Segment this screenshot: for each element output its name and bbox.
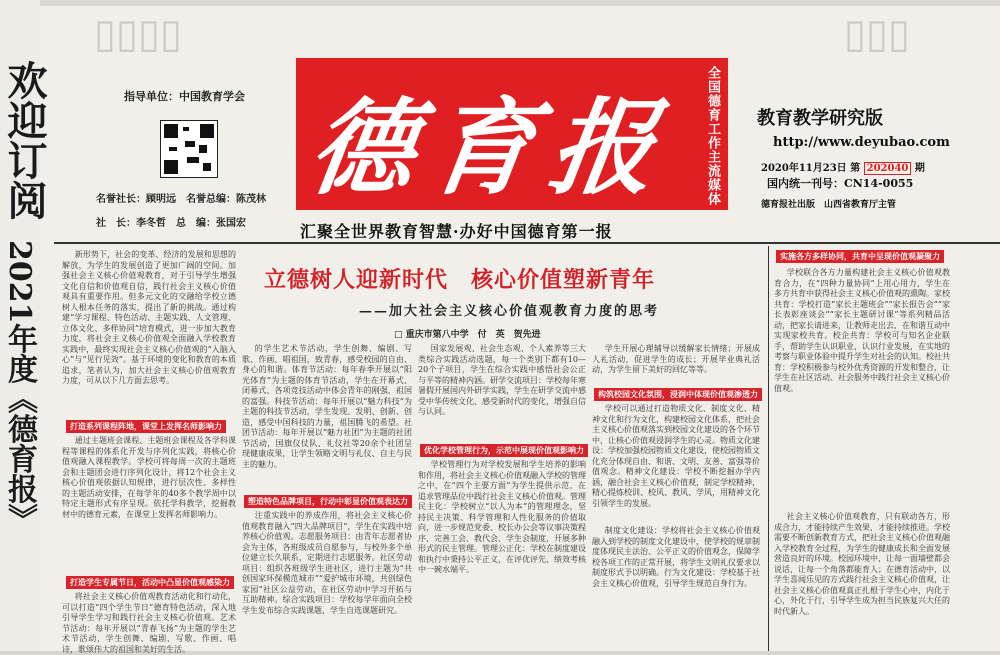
section-heading: 打造系列课程阵地，课堂上发挥名师影响力 (66, 420, 226, 433)
subscribe-text: 欢迎订阅 (1, 60, 48, 220)
background-bleedthrough-text: ▯▯▯ (844, 10, 911, 57)
issue-prefix: 第 (850, 163, 861, 174)
column-text: 学校管理行为对学校发展和学生培养的影响和作用，将社会主义核心价值观融入学校的管理之中，在“四个主要方面”为学生提供示范，在追求管理品位中践行社会主义核心价值观。管理民主化：学校树立“以人为本”的管理理念，坚持民主决策、科学管理和人性化服务的价值取向，进一步规范党委、校长办公会等议事决策程序，完善工会、教代会、学生会制度，开展多种形式的民主管理。管理公正化：学校在制度建设和执行中秉持公平正义，在评优评先、绩效考核中一碗水端平。 (418, 460, 586, 574)
article-byline: □ 重庆市第八中学 付 英 贺先进 (394, 330, 541, 340)
article-column-2 (242, 344, 412, 492)
section-heading: 打造学生专属节日，活动中凸显价值观感染力 (66, 576, 234, 589)
article-column-5 (774, 268, 950, 508)
column-divider (768, 246, 769, 651)
issue-date (761, 159, 925, 174)
column-text: 注重实践中的养成作用，将社会主义核心价值观教育融入“四大品牌项目”，学生在实践中培养核心价值观。志愿服务项目：由青年志愿者协会为主体，各班级成员自愿参与，与校外多个单位建立长久联系，定期进行志愿服务。社区劳动项目：组织各班级学生进社区，进行主题为“共创国家环保模范城市”“爱护城市环境，共创绿色家园”社区公益劳动，在社区劳动中学习开拓与互助精神。综合实践项目：学校每学年面向全校学生发布综合实践课题，学生自选课题研究。 (242, 511, 412, 615)
masthead-vertical-tag: 全国德育工作主流媒体 (705, 66, 720, 206)
cn-number: 国内统一刊号：CN14-0055 (767, 177, 914, 190)
column-text: 通过主题班会课程、主题班会课程及各学科课程等课程的体系化开发与序列化实践，将核心价值观融入课程教学。学校可将每周一次的主题班会和主题团会进行序列化设计，将12个社会主义核心价值观依据认知规律，进行层次性、多样性的主题活动安排，在每学年的40多个教学周中以特定主题形式有序呈现。依托学科教学，挖掘教材中的德育元素，在课堂上发挥名师影响力。 (62, 436, 236, 519)
column-text: 新形势下，社会的变革、经济的发展和思想的解放，为学生的发展创造了更加广阔的空间。加强社会主义核心价值观教育，对于引导学生增强文化自信和价值观自信，践行社会主义核心价值观具有重要作用。但多元文化的交融给学校立德树人根本任务的落实，提出了新的挑战。通过构建“学习课程、特色活动、主题实践、人文管理、立体文化、多样协同”培育模式，进一步加大教育力度，将社会主义核心价值观全面融入学校教育实践中，最终实现社会主义核心价值观的“入脑入心”与“见行见效”。基于环境的变化和教育的本质追求，笔者认为，加大社会主义核心价值观教育力度，可从以下几方面去思考。 (62, 250, 236, 385)
article-headline: 立德树人迎新时代 核心价值塑新青年 (264, 267, 656, 293)
column-text: 的学生艺术节活动，学生创舞、编剧、写歌、作画、唱祖国，致青春，感受校园的自由、身心的和谐。体育节活动：每年春季开展以“阳光体育”为主题的体育节活动，学生在开幕式、闭幕式、各项竞技活动中体会青年的刚强，祖国的富强。科技节活动：每年开展以“魅力科技”为主题的科技节活动，学生发现、发明、创新、创造，感受中国科技的力量，祖国腾飞的希望。社团节活动：每年开展以“魅力社团”为主题的社团节活动，国旗仪仗队、礼仪社等20余个社团呈现健康成果，让学生领略文明与礼仪、自主与民主的魅力。 (242, 344, 412, 469)
article-column-3 (418, 344, 586, 440)
publisher-line: 德育报社出版 山西省教育厅主管 (761, 200, 897, 210)
column-text: 国家发展观、社会生态观、个人素养等三大类综合实践活动选题，每一个类别下都有10—20个子项目，学生在综合实践中感悟社会公正与平等的精神内涵。研学交流项目：学校每年寒暑假开展国内外研学实践，学生在研学交流中感受中华传统文化、感受新时代的变化，增强自信与认同。 (418, 344, 586, 416)
column-text: 社会主义核心价值观教育，只有联动各方，形成合力，才能持续产生效果，才能持续推进。学校需要不断创新教育方式，把社会主义核心价值观融入学校教育全过程，为学生的健康成长和全面发展营造良好的环境。校园环境中，让每一面墙壁都会说话，让每一个角落都能育人；在德育活动中，以学生喜闻乐见的方式践行社会主义核心价值观，让社会主义核心价值观真正扎根于学生心中，内化于心，外化于行，引导学生成为担当民族复兴大任的时代新人。 (774, 512, 950, 616)
column-text: 学校联合各方力量构建社会主义核心价值观教育合力，在“四种力量协同”上用心用力，学生在多方共育中获得社会主义核心价值观的熏陶。家校共育：学校打造“家长主题班会”“家长报告会”“家长表彰座谈会”“家长主题研讨课”等系列精品活动，把家长请进来，让教师走出去，在和谐互动中实现家校共育。校企共育：学校可与知名企业联手，帮助学生认识职业，认识行业发展，在实地的考察与职业体验中提升学生对社会的认知。校社共育：学校积极参与校外优秀资源的开发和整合，让学生在社区活动、社会服务中践行社会主义核心价值观。 (774, 268, 950, 393)
issue-number: 202040 (864, 162, 912, 175)
masthead-slogan: 汇聚全世界教育智慧·办好中国德育第一报 (300, 222, 613, 241)
edition-name: 教育教学研究版 (757, 108, 883, 129)
qr-code (160, 120, 218, 178)
date-text: 2020年11月23日 (761, 163, 847, 174)
website-url: http://www.deyubao.com (773, 135, 950, 150)
article-column-1 (62, 250, 236, 421)
background-bleedthrough-text: ▯▯▯▯ (94, 10, 183, 57)
article-column-1b (62, 436, 236, 572)
adjacent-page-strip (0, 0, 48, 651)
section-heading: 构筑校园文化氛围，浸润中体现价值观渗透力 (594, 388, 762, 401)
article-column-3b (418, 460, 586, 651)
article-column-2b (242, 511, 412, 651)
section-heading: 优化学校管理行为，示范中展现价值观影响力 (420, 444, 588, 457)
article-column-4 (592, 344, 760, 384)
article-column-4b (592, 404, 760, 522)
masthead-rule (54, 242, 1000, 244)
column-text: 学生开展心理辅导以缓解家长情绪；开展成人礼活动，促进学生的成长；开展毕业典礼活动，为学生留下美好的回忆等等。 (592, 344, 760, 374)
column-text: 将社会主义核心价值观教育活动化和行动化，可以打造“四个学生节日”德育特色活动，深入地引导学生学习和践行社会主义核心价值观。艺术节活动：每年开展以“青春飞扬”为主题的学生艺术节活动，学生创舞、编剧、写歌、作画、唱诗，歌颂伟大的祖国和美好的生活。 (62, 592, 236, 654)
column-text: 制度文化建设：学校将社会主义核心价值观融入到学校的制度文化建设中，使学校的规章制度体现民主法治、公平正义的价值观念，保障学校各项工作的正常开展，将学生文明礼仪要求以制度形式予以明确。行为文化建设：学校基于社会主义核心价值观，引导学生规范自身行为。 (592, 526, 760, 588)
section-heading: 实施各方多样协同，共育中呈现价值观凝聚力 (776, 250, 944, 263)
guide-unit: 指导单位：中国教育学会 (124, 90, 245, 103)
article-column-4c (592, 526, 760, 651)
masthead-title: 德育报 (302, 86, 680, 209)
column-text: 学校可以通过打造物质文化、制度文化、精神文化和行为文化，构建校园文化体系，把社会主义核心价值观落实到校园文化建设的各个环节中，让核心价值观浸润学生的心灵。物质文化建设：学校加强校园物质文化建设，使校园物质文化充分体现自由、和谐、文明、友善、富强等价值观念。精神文化建设：学校不断挖掘办学内涵，融合社会主义核心价值观，制定学校精神，精心提炼校训、校风、教风、学风，用精神文化引领学生的发展。 (592, 404, 760, 508)
article-column-5b (774, 512, 950, 651)
subscribe-year-text: 2021年度《德育报》 (2, 240, 37, 534)
staff-line-1: 名誉社长：顾明远 名誉总编：陈茂林 (96, 194, 266, 205)
article-subhead: ——加大社会主义核心价值观教育力度的思考 (359, 304, 660, 319)
issue-suffix: 期 (914, 163, 925, 174)
staff-line-2: 社 长：李冬哲 总 编：张国宏 (96, 218, 246, 229)
article-column-1c (62, 592, 236, 654)
section-heading: 塑造特色品牌项目，行动中彰显价值观表达力 (244, 495, 412, 508)
masthead-banner (296, 58, 728, 210)
newspaper-page (14, 6, 1000, 654)
